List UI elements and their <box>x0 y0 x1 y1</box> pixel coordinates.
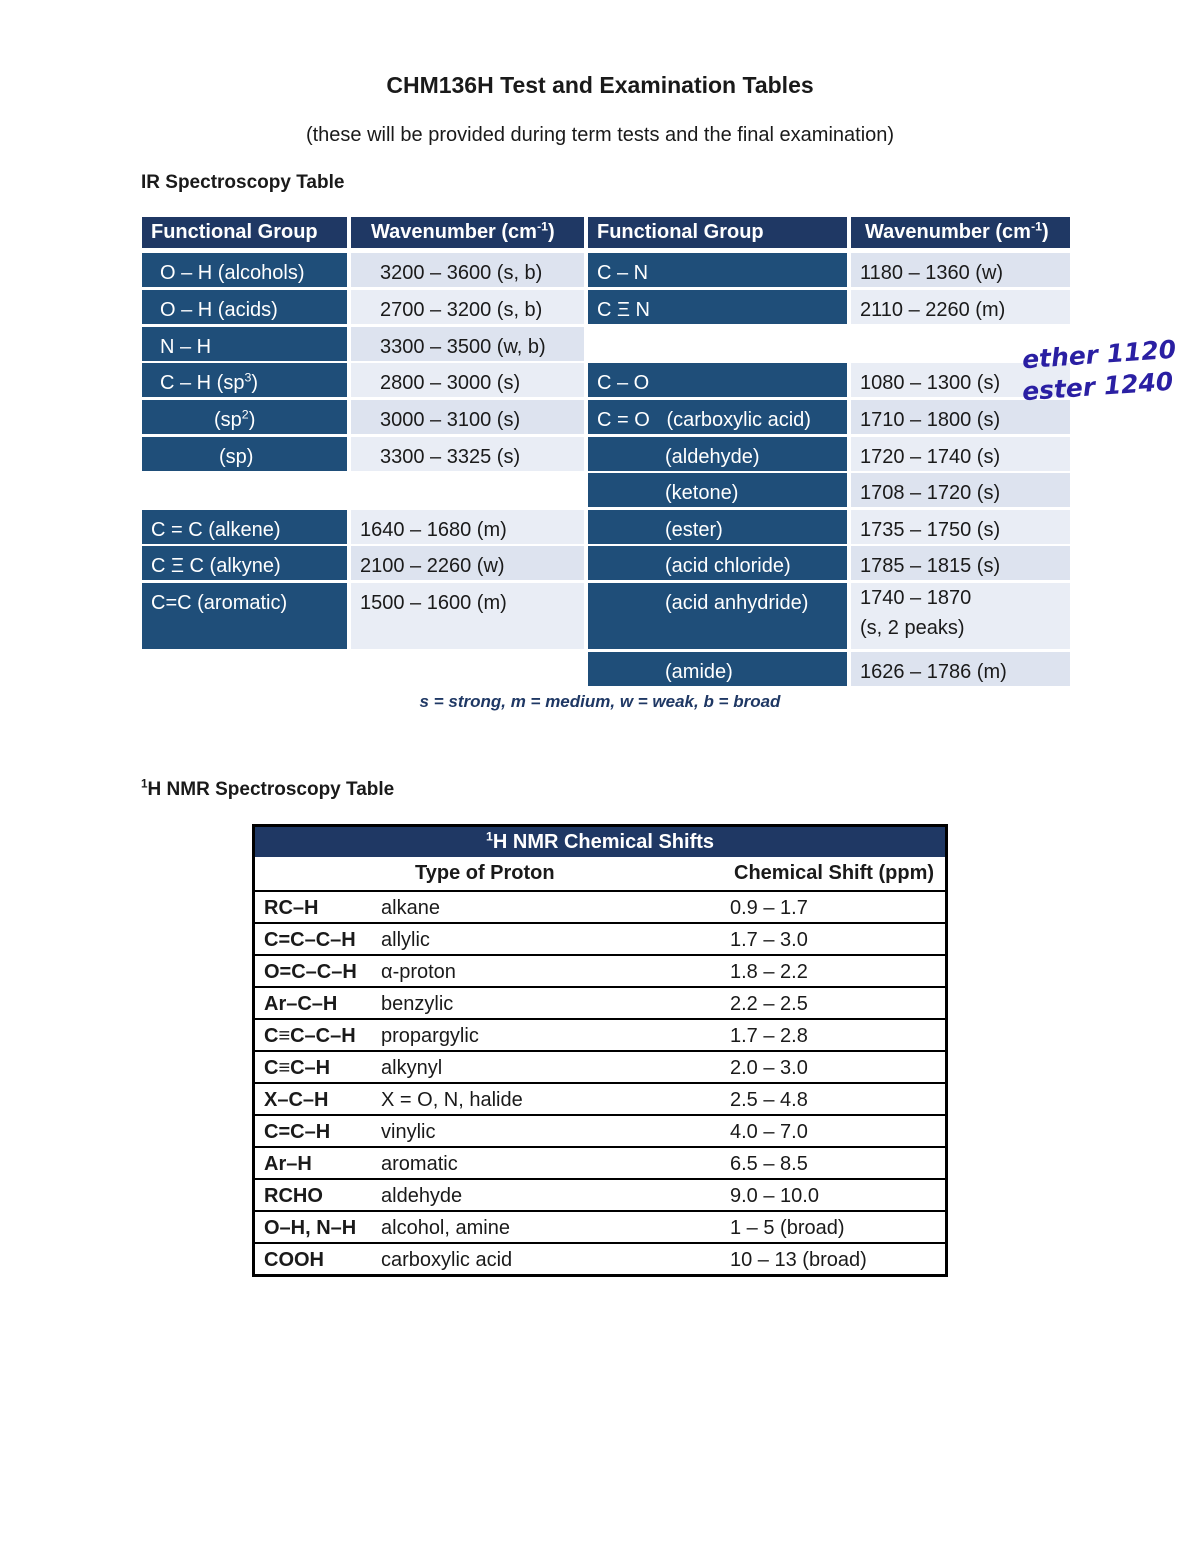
ir-group-acid-anhydride: (acid anhydride) <box>588 583 847 649</box>
ir-value-ester: 1735 – 1750 (s) <box>851 510 1070 544</box>
nmr-table-caption: $^1$H NMR Chemical Shifts <box>255 827 945 857</box>
nmr-proton-group: Ar–H <box>264 1153 312 1175</box>
ir-group-ester: (ester) <box>588 510 847 544</box>
nmr-proton-type: propargylic <box>381 1025 479 1047</box>
nmr-chemical-shift: 1.8 – 2.2 <box>730 961 808 983</box>
table-row <box>255 954 945 986</box>
table-row <box>255 986 945 1018</box>
table-row <box>255 1114 945 1146</box>
ir-group-cn-triple: C Ξ N <box>588 290 847 324</box>
nmr-proton-group: C≡C–C–H <box>264 1025 356 1047</box>
nmr-proton-group: O=C–C–H <box>264 961 357 983</box>
nmr-header-group <box>255 857 375 890</box>
nmr-proton-group: RCHO <box>264 1185 323 1207</box>
nmr-table <box>252 824 948 1277</box>
ir-header-wavenumber-left: Wavenumber $(cm^{-1})$ <box>351 217 584 248</box>
nmr-proton-type: allylic <box>381 929 430 951</box>
nmr-chemical-shift: 1.7 – 3.0 <box>730 929 808 951</box>
ir-legend: s = strong, m = medium, w = weak, b = broad <box>419 692 781 711</box>
ir-value-aldehyde: 1720 – 1740 (s) <box>851 437 1070 471</box>
nmr-proton-type: aromatic <box>381 1153 458 1175</box>
nmr-chemical-shift: 4.0 – 7.0 <box>730 1121 808 1143</box>
handwritten-note-ester: ester 1240 <box>1021 366 1175 407</box>
ir-value-co: 1080 – 1300 (s) <box>851 363 1070 397</box>
table-row <box>255 890 945 922</box>
table-row <box>255 1018 945 1050</box>
ir-value-alkyne: 2100 – 2260 (w) <box>351 546 584 580</box>
ir-value-ch-sp: 3300 – 3325 (s) <box>351 437 584 471</box>
ir-value-cn: 1180 – 1360 (w) <box>851 253 1070 287</box>
ir-group-nh: N – H <box>142 327 347 361</box>
nmr-proton-group: C=C–C–H <box>264 929 356 951</box>
ir-group-oh-acids: O – H (acids) <box>142 290 347 324</box>
nmr-proton-type: alcohol, amine <box>381 1217 510 1239</box>
table-row <box>255 1082 945 1114</box>
nmr-proton-type: α-proton <box>381 961 456 983</box>
nmr-chemical-shift: 1.7 – 2.8 <box>730 1025 808 1047</box>
table-row <box>255 1178 945 1210</box>
ir-header-wavenumber-right: Wavenumber $(cm^{-1})$ <box>851 217 1070 248</box>
ir-value-acid-chloride: 1785 – 1815 (s) <box>851 546 1070 580</box>
ir-group-ch-sp2: $(sp^2)$ <box>142 400 347 434</box>
nmr-proton-group: RC–H <box>264 897 319 919</box>
ir-group-co-carboxylic: C = O (carboxylic acid) <box>588 400 847 434</box>
ir-group-ketone: (ketone) <box>588 473 847 507</box>
ir-value-amide: 1626 – 1786 (m) <box>851 652 1070 686</box>
table-row <box>255 1146 945 1178</box>
table-row <box>255 922 945 954</box>
nmr-proton-group: X–C–H <box>264 1089 329 1111</box>
ir-value-co-carboxylic: 1710 – 1800 (s) <box>851 400 1070 434</box>
ir-group-alkyne: C Ξ C (alkyne) <box>142 546 347 580</box>
nmr-chemical-shift: 2.2 – 2.5 <box>730 993 808 1015</box>
ir-group-aldehyde: (aldehyde) <box>588 437 847 471</box>
nmr-proton-group: Ar–C–H <box>264 993 338 1015</box>
nmr-proton-type: benzylic <box>381 993 454 1015</box>
table-row <box>255 1050 945 1082</box>
nmr-chemical-shift: 6.5 – 8.5 <box>730 1153 808 1175</box>
ir-value-cn-triple: 2110 – 2260 (m) <box>851 290 1070 324</box>
nmr-proton-type: alkane <box>381 897 440 919</box>
ir-value-ch-sp2: 3000 – 3100 (s) <box>351 400 584 434</box>
ir-value-aromatic: 1500 – 1600 (m) <box>351 583 584 649</box>
page-subtitle: (these will be provided during term tests and the final examination) <box>305 124 895 146</box>
ir-group-co: C – O <box>588 363 847 397</box>
handwritten-note-ether: ether 1120 <box>1021 334 1178 375</box>
ir-value-oh-alcohols: 3200 – 3600 (s, b) <box>351 253 584 287</box>
ir-group-acid-chloride: (acid chloride) <box>588 546 847 580</box>
ir-value-nh: 3300 – 3500 (w, b) <box>351 327 584 361</box>
nmr-proton-type: aldehyde <box>381 1185 463 1207</box>
table-row <box>255 1242 945 1274</box>
nmr-section-heading: $^1$H NMR Spectroscopy Table <box>141 777 395 800</box>
table-row <box>255 1210 945 1242</box>
ir-value-ketone: 1708 – 1720 (s) <box>851 473 1070 507</box>
ir-group-cn: C – N <box>588 253 847 287</box>
nmr-proton-group: C≡C–H <box>264 1057 331 1079</box>
nmr-chemical-shift: 1 – 5 (broad) <box>730 1217 845 1239</box>
nmr-rows <box>255 890 945 1274</box>
nmr-proton-type: X = O, N, halide <box>381 1089 523 1111</box>
ir-value-acid-anhydride: 1740 – 1870 (s, 2 peaks) <box>851 583 1070 649</box>
nmr-proton-type: carboxylic acid <box>381 1249 513 1271</box>
nmr-proton-group: COOH <box>264 1249 324 1271</box>
nmr-header-type: Type of Proton <box>415 862 555 884</box>
ir-header-functional-group-left: Functional Group <box>142 217 347 248</box>
nmr-proton-type: vinylic <box>381 1121 436 1143</box>
ir-value-oh-acids: 2700 – 3200 (s, b) <box>351 290 584 324</box>
page-title: CHM136H Test and Examination Tables <box>386 72 814 98</box>
nmr-column-headers <box>255 857 945 890</box>
nmr-chemical-shift: 2.5 – 4.8 <box>730 1089 808 1111</box>
ir-section-heading: IR Spectroscopy Table <box>141 172 345 193</box>
ir-group-ch-sp: (sp) <box>142 437 347 471</box>
ir-header-functional-group-right: Functional Group <box>588 217 847 248</box>
nmr-proton-type: alkynyl <box>381 1057 443 1079</box>
ir-group-alkene: C = C (alkene) <box>142 510 347 544</box>
ir-group-aromatic: C=C (aromatic) <box>142 583 347 649</box>
ir-group-oh-alcohols: O – H (alcohols) <box>142 253 347 287</box>
nmr-chemical-shift: 2.0 – 3.0 <box>730 1057 808 1079</box>
ir-group-amide: (amide) <box>588 652 847 686</box>
nmr-chemical-shift: 10 – 13 (broad) <box>730 1249 867 1271</box>
ir-value-alkene: 1640 – 1680 (m) <box>351 510 584 544</box>
ir-value-ch-sp3: 2800 – 3000 (s) <box>351 363 584 397</box>
ir-group-ch-sp3: C – H $(sp^3)$ <box>142 363 347 397</box>
nmr-proton-group: C=C–H <box>264 1121 331 1143</box>
nmr-chemical-shift: 0.9 – 1.7 <box>730 897 808 919</box>
nmr-chemical-shift: 9.0 – 10.0 <box>730 1185 819 1207</box>
nmr-header-shift: Chemical Shift (ppm) <box>734 862 935 884</box>
nmr-proton-group: O–H, N–H <box>264 1217 357 1239</box>
